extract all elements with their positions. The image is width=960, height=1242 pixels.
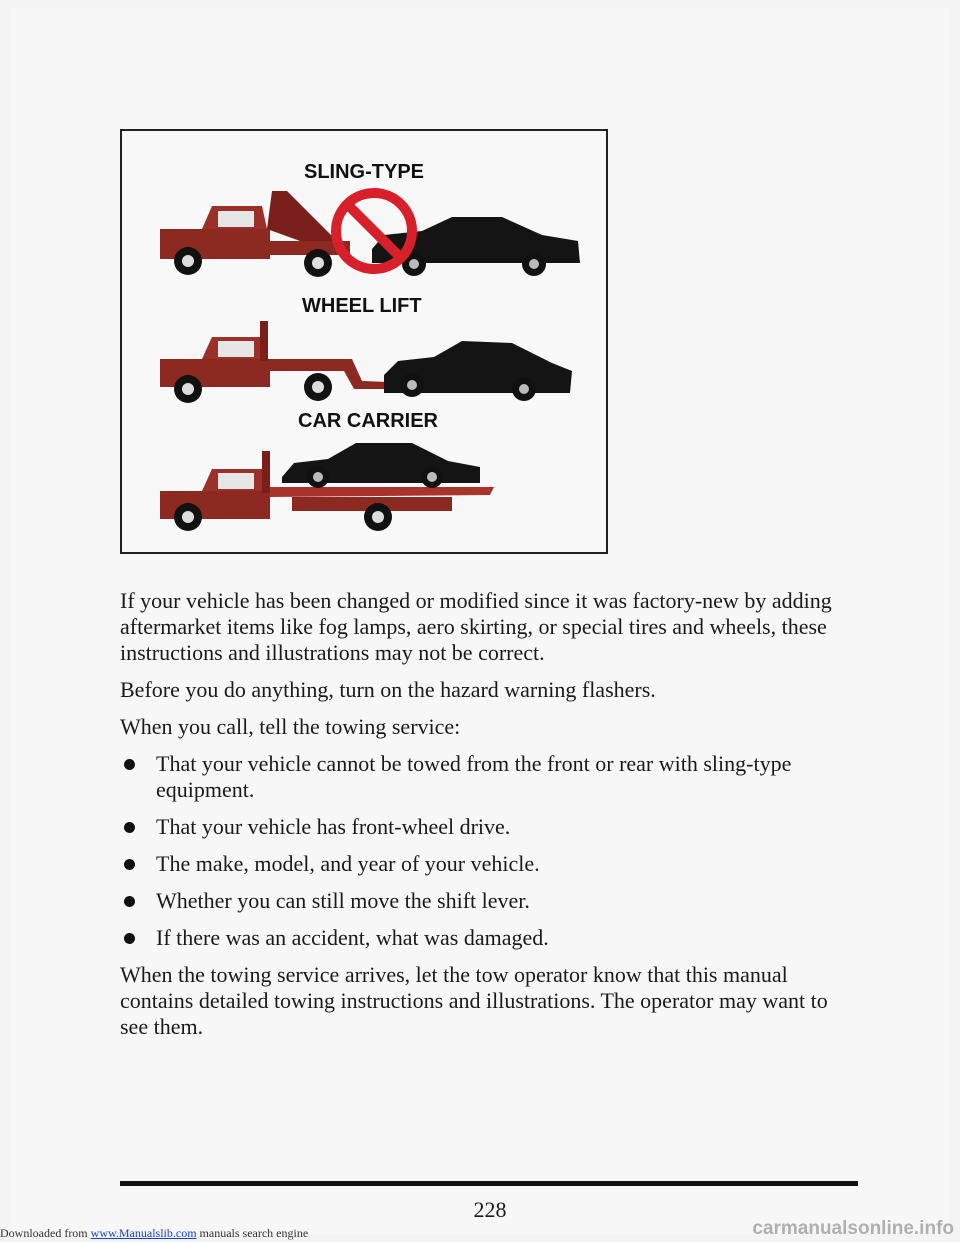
- list-item: The make, model, and year of your vehicle.: [120, 851, 860, 877]
- bullet-icon: [124, 859, 135, 870]
- list-item: Whether you can still move the shift lever.: [120, 888, 860, 914]
- footer-divider: [120, 1181, 858, 1186]
- modification-warning: If your vehicle has been changed or modified since it was factory-new by adding aftermarket items like fog lamps, aero skirting, or special tires and wheels, these instructions and illustrations may not be correct.: [120, 588, 832, 665]
- label-wheel-lift: WHEEL LIFT: [302, 295, 422, 317]
- bullet-icon: [124, 822, 135, 833]
- list-item: That your vehicle has front-wheel drive.: [120, 814, 860, 840]
- call-instruction: When you call, tell the towing service:: [120, 714, 461, 739]
- towing-instructions: [120, 588, 860, 1051]
- bullet-icon: [124, 896, 135, 907]
- label-car-carrier: CAR CARRIER: [298, 410, 438, 432]
- watermark: carmanualsonline.info: [752, 1218, 954, 1239]
- towing-methods-figure: [122, 131, 606, 552]
- list-item: That your vehicle cannot be towed from the front or rear with sling-type equipment.: [120, 751, 860, 803]
- bullet-icon: [124, 933, 135, 944]
- sling-type-tow-truck: [160, 191, 350, 277]
- label-sling-type: SLING-TYPE: [304, 161, 425, 183]
- download-footer: Downloaded from www.Manualslib.com manuals search engine: [0, 1226, 309, 1240]
- hazard-flashers-instruction: Before you do anything, turn on the hazard warning flashers.: [120, 677, 656, 702]
- page-number: 228: [473, 1197, 507, 1222]
- towing-service-checklist: [120, 751, 860, 951]
- wheel-lift-tow-truck: [160, 321, 412, 403]
- wheel-lift-towed-car: [384, 341, 572, 401]
- towing-illustration: [120, 129, 608, 554]
- list-item: If there was an accident, what was damaged.: [120, 925, 860, 951]
- manualslib-link[interactable]: www.Manualslib.com: [90, 1226, 197, 1240]
- bullet-icon: [124, 759, 135, 770]
- operator-note: When the towing service arrives, let the tow operator know that this manual contains detailed towing instructions and illustrations. The operator may want to see them.: [120, 962, 828, 1039]
- car-carrier-loaded-car: [282, 443, 480, 488]
